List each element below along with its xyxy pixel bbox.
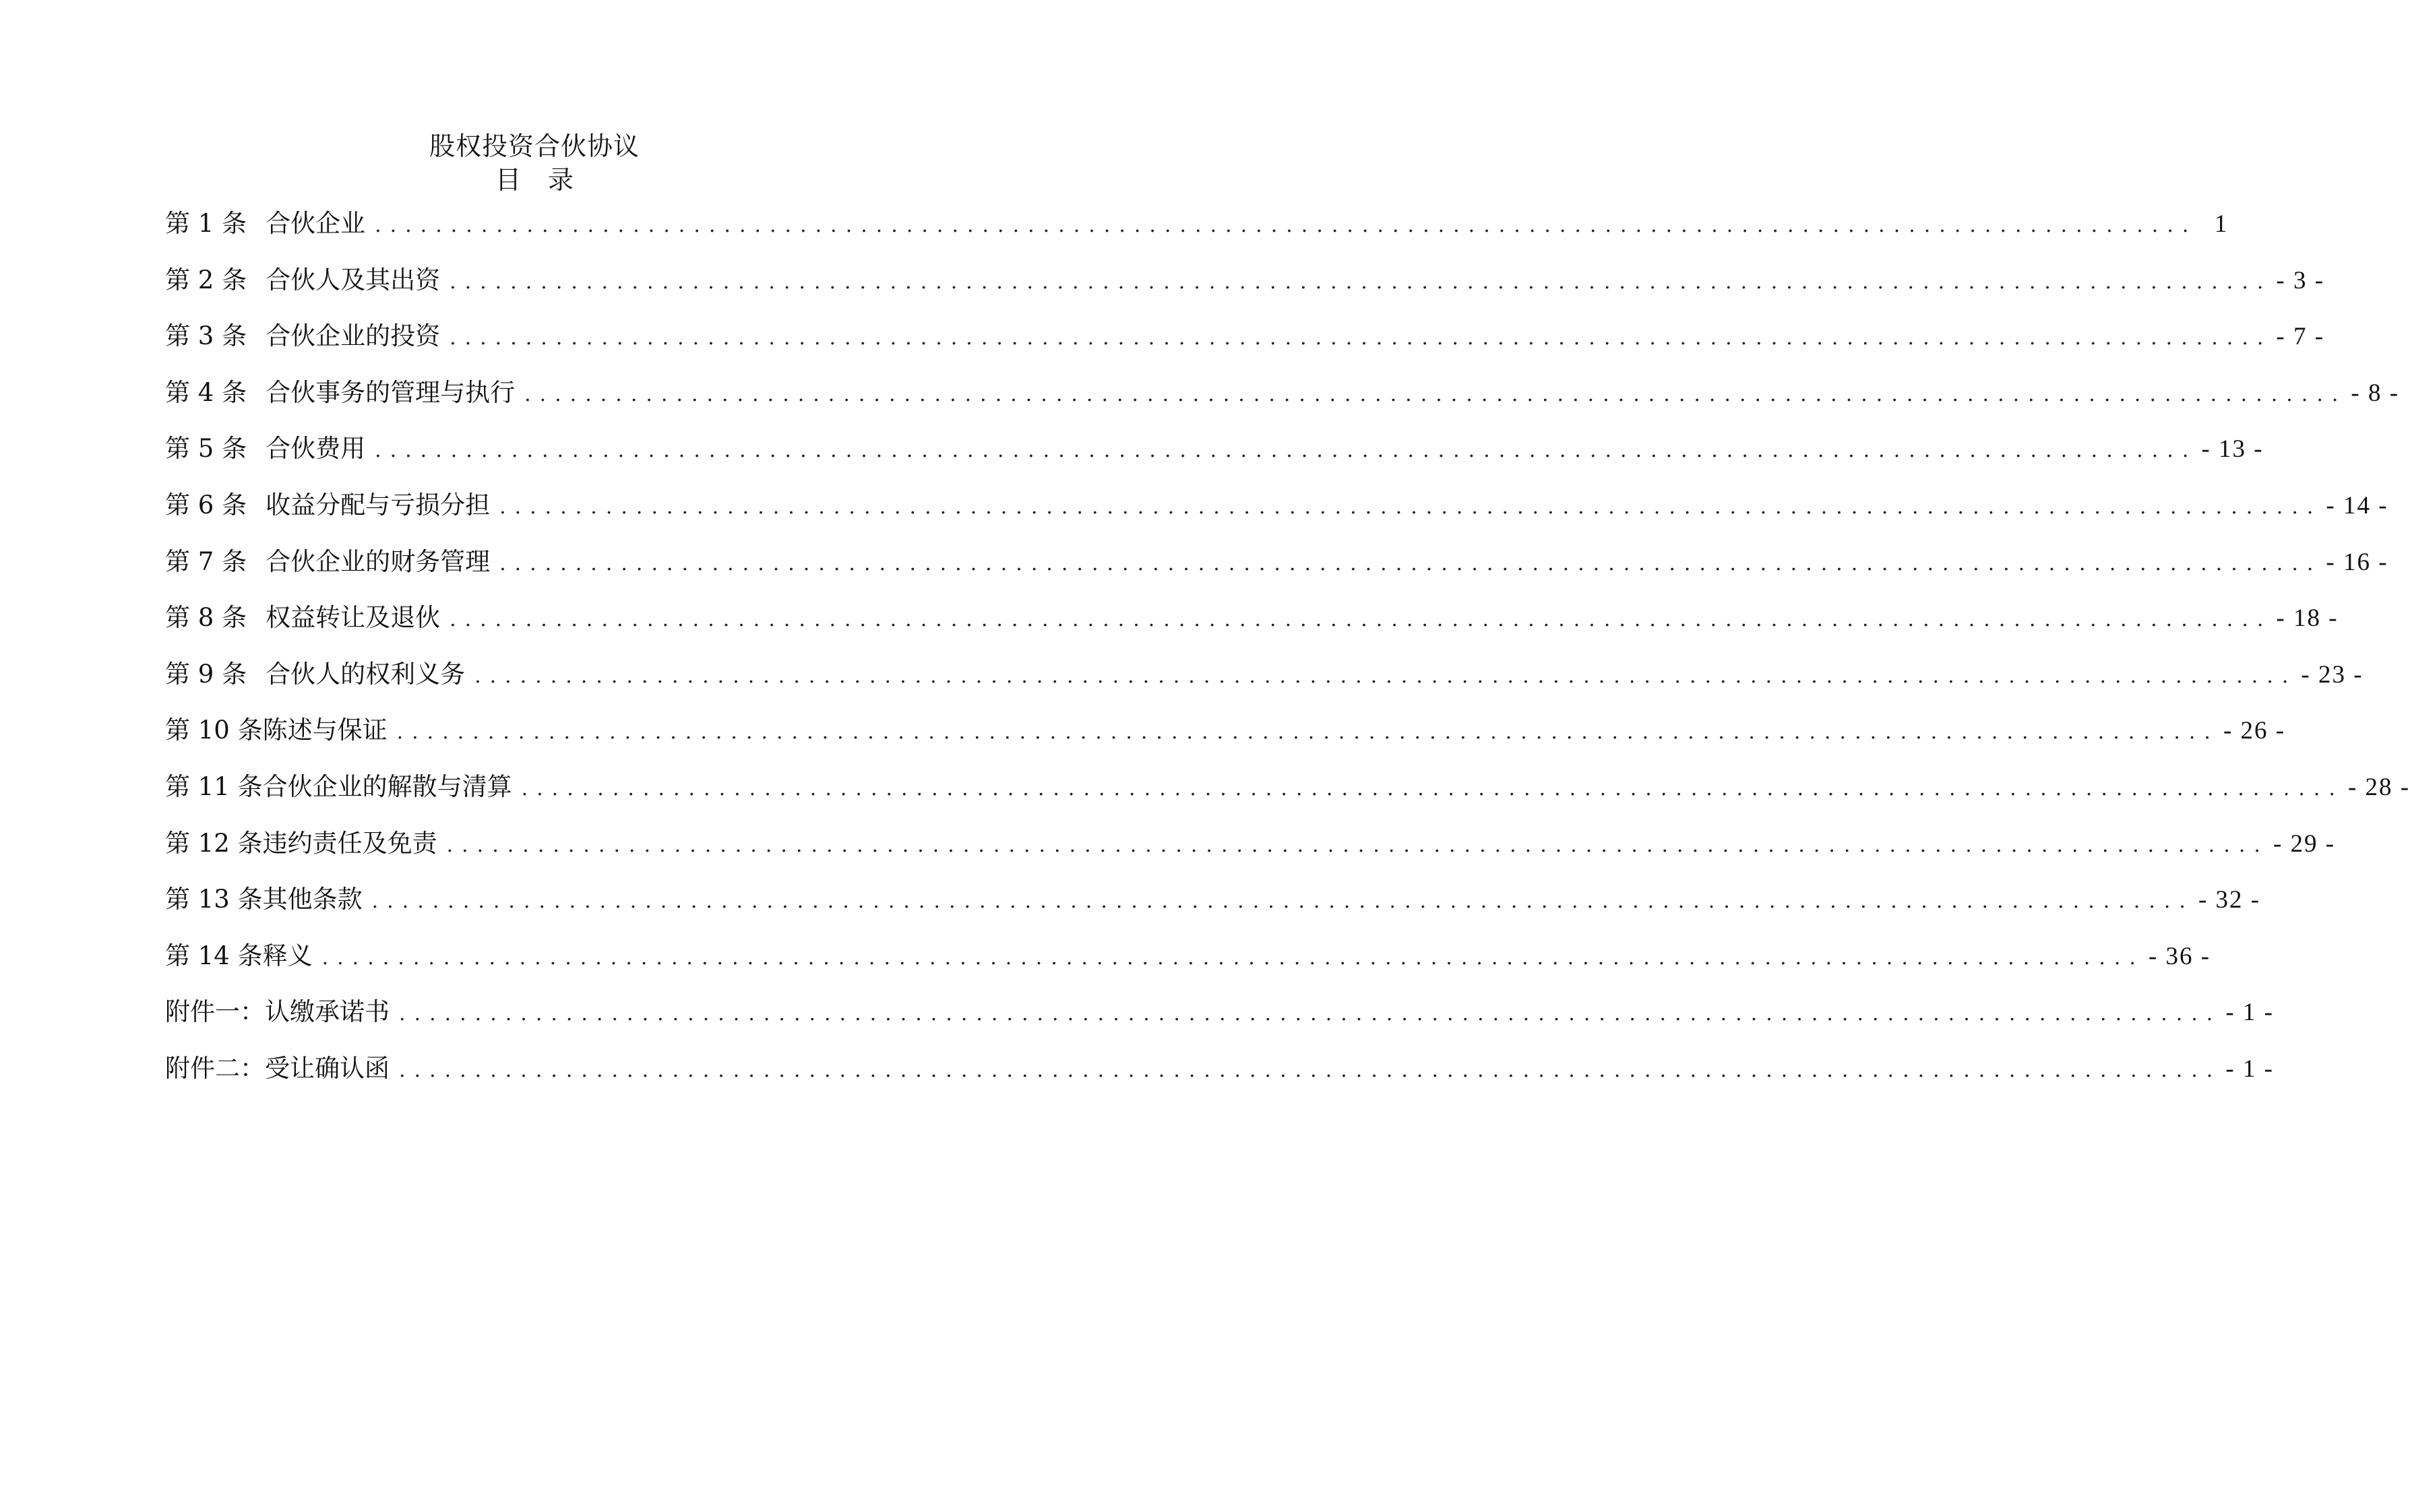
toc-dot-leader: ........................................................................................................................ — [399, 1002, 2222, 1026]
toc-entry-label — [165, 769, 522, 805]
toc-entry-label — [165, 544, 499, 580]
toc-entry-title: 收益分配与亏损分担 — [266, 490, 491, 519]
toc-entry-number: 附件一： — [165, 997, 265, 1027]
toc-entry-title: 合伙企业的财务管理 — [266, 546, 491, 576]
toc-entry-title: 合伙人及其出资 — [266, 265, 441, 294]
toc-dot-leader: ........................................................................................................................ — [450, 608, 2273, 632]
toc-entry-number: 附件二： — [165, 1053, 265, 1083]
toc-entry[interactable] — [165, 487, 2388, 544]
toc-entry-page: - 3 - — [2276, 266, 2325, 294]
toc-entry-title: 合伙费用 — [266, 434, 366, 464]
toc-heading: 目 录 — [495, 165, 584, 195]
toc-entry-label — [165, 712, 397, 749]
toc-entry-number: 第 11 条 — [165, 771, 263, 801]
toc-dot-leader: ........................................................................................................................ — [450, 270, 2273, 294]
toc-dot-leader: ........................................................................................................................ — [474, 664, 2297, 688]
toc-entry-title: 认缴承诺书 — [265, 997, 390, 1027]
toc-entry-title: 释义 — [262, 941, 313, 970]
toc-entry-number: 第 8 条 — [165, 603, 247, 633]
toc-entry[interactable] — [165, 206, 2229, 262]
toc-entry-page: - 8 - — [2351, 379, 2400, 407]
toc-entry-title: 权益转让及退伙 — [266, 603, 441, 633]
toc-entry-label — [165, 881, 372, 918]
toc-entry-label — [165, 431, 375, 467]
toc-dot-leader: ........................................................................................................................ — [499, 551, 2322, 575]
toc-entry-title: 陈述与保证 — [262, 716, 388, 745]
toc-entry-title: 合伙企业 — [266, 209, 366, 238]
toc-entry-page: - 23 - — [2301, 660, 2363, 689]
toc-entry-page: - 7 - — [2276, 323, 2325, 351]
toc-entry-page: - 32 - — [2198, 886, 2261, 914]
toc-entry-label — [165, 262, 450, 298]
toc-entry-number: 第 6 条 — [165, 490, 247, 519]
toc-entry-page: - 26 - — [2223, 717, 2286, 745]
toc-entry[interactable] — [165, 881, 2261, 938]
toc-entry-label — [165, 206, 375, 242]
toc-dot-leader: ........................................................................................................................ — [521, 776, 2344, 800]
toc-dot-leader: ........................................................................................................................ — [450, 326, 2273, 350]
toc-entry[interactable] — [165, 262, 2325, 319]
toc-entry-number: 第 13 条 — [165, 885, 263, 914]
toc-dot-leader: ........................................................................................................................ — [446, 833, 2269, 857]
toc-entry-title: 受让确认函 — [265, 1053, 390, 1083]
toc-entry-number: 第 9 条 — [165, 659, 247, 689]
toc-entry-number: 第 12 条 — [165, 828, 263, 858]
toc-entry[interactable] — [165, 375, 2400, 431]
toc-entry[interactable] — [165, 1050, 2274, 1107]
toc-entry-label — [165, 1050, 399, 1087]
toc-entry-page: - 29 - — [2273, 829, 2336, 858]
toc-entry[interactable] — [165, 656, 2363, 713]
toc-entry-page: - 1 - — [2225, 1054, 2274, 1083]
toc-entry-page: - 1 - — [2225, 999, 2274, 1027]
toc-entry[interactable] — [165, 712, 2286, 769]
toc-entry-label — [165, 656, 474, 693]
toc-entry-label — [165, 600, 450, 636]
toc-entry-title: 合伙人的权利义务 — [266, 659, 466, 689]
toc-dot-leader: ........................................................................................................................ — [375, 214, 2198, 237]
toc-entry-page: - 18 - — [2276, 604, 2339, 633]
toc-entry-title: 合伙企业的解散与清算 — [262, 771, 512, 801]
toc-dot-leader: ........................................................................................................................ — [321, 945, 2144, 970]
toc-entry[interactable] — [165, 769, 2410, 825]
toc-entry[interactable] — [165, 825, 2336, 882]
document-title: 股权投资合伙协议 — [429, 131, 640, 161]
table-of-contents — [165, 206, 2410, 1107]
toc-entry-label — [165, 375, 524, 411]
toc-entry[interactable] — [165, 938, 2211, 995]
toc-dot-leader: ........................................................................................................................ — [371, 889, 2194, 914]
toc-entry-number: 第 5 条 — [165, 434, 247, 464]
toc-entry-label — [165, 487, 499, 524]
toc-entry-label — [165, 825, 447, 862]
toc-dot-leader: ........................................................................................................................ — [375, 439, 2198, 463]
toc-entry-page: - 28 - — [2347, 773, 2410, 801]
toc-entry[interactable] — [165, 600, 2339, 656]
toc-entry-page: - 36 - — [2148, 942, 2211, 970]
toc-entry[interactable] — [165, 431, 2264, 487]
toc-entry-page: - 14 - — [2326, 491, 2388, 519]
toc-entry-title: 其他条款 — [262, 885, 363, 914]
toc-entry-number: 第 4 条 — [165, 377, 247, 407]
toc-entry-title: 合伙企业的投资 — [266, 321, 441, 351]
toc-entry-number: 第 10 条 — [165, 716, 263, 745]
toc-dot-leader: ........................................................................................................................ — [396, 720, 2219, 745]
toc-dot-leader: ........................................................................................................................ — [399, 1058, 2222, 1082]
toc-entry-number: 第 3 条 — [165, 321, 247, 351]
toc-entry-number: 第 14 条 — [165, 941, 263, 970]
toc-entry-label — [165, 318, 450, 354]
toc-entry-page: 1 — [2214, 210, 2229, 238]
toc-entry-number: 第 2 条 — [165, 265, 247, 294]
toc-entry-number: 第 7 条 — [165, 546, 247, 576]
toc-entry-number: 第 1 条 — [165, 209, 247, 238]
toc-dot-leader: ........................................................................................................................ — [499, 495, 2322, 519]
toc-entry-title: 合伙事务的管理与执行 — [266, 377, 516, 407]
toc-entry[interactable] — [165, 544, 2388, 600]
toc-entry-label — [165, 994, 399, 1030]
toc-entry-title: 违约责任及免责 — [262, 828, 437, 858]
toc-entry-page: - 16 - — [2326, 548, 2388, 576]
toc-entry-page: - 13 - — [2201, 435, 2264, 464]
toc-entry[interactable] — [165, 318, 2325, 375]
toc-entry[interactable] — [165, 994, 2274, 1050]
toc-entry-label — [165, 938, 322, 974]
toc-dot-leader: ........................................................................................................................ — [524, 382, 2347, 406]
